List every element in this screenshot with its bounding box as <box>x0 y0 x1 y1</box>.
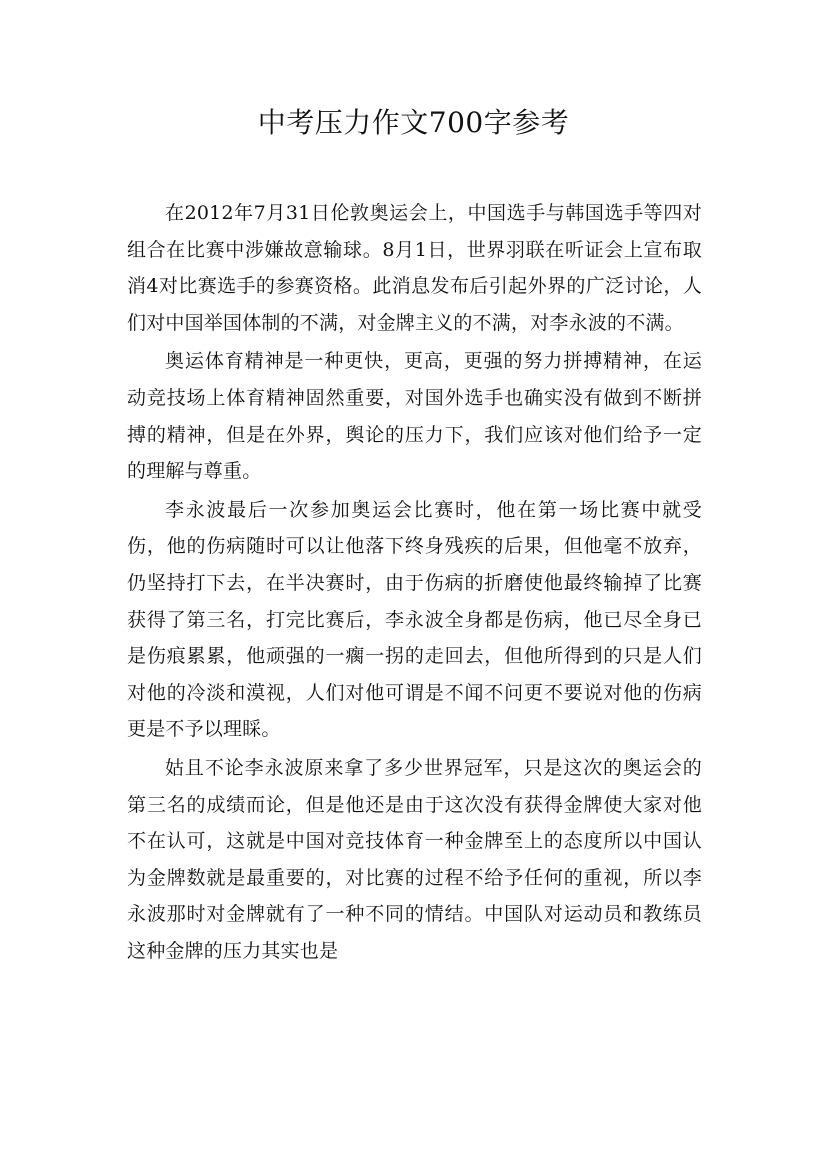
document-title: 中考压力作文700字参考 <box>257 106 570 139</box>
paragraph-1: 在2012年7月31日伦敦奥运会上，中国选手与韩国选手等四对组合在比赛中涉嫌故意输球。8月1日，世界羽联在听证会上宣布取消4对比赛选手的参赛资格。此消息发布后引起外界的广泛讨论，人们对中国举国体制的不满，对金牌主义的不满，对李永波的不满。 <box>127 202 702 334</box>
paragraph-4: 姑且不论李永波原来拿了多少世界冠军，只是这次的奥运会的第三名的成绩而论，但是他还是由于这次没有获得金牌使大家对他不在认可，这就是中国对竞技体育一种金牌至上的态度所以中国认为金牌数就是最重要的，对比赛的过程不给予任何的重视，所以李永波那时对金牌就有了一种不同的情结。中国队对运动员和教练员这种金牌的压力其实也是 <box>127 756 702 962</box>
paragraph-2: 奥运体育精神是一种更快，更高，更强的努力拼搏精神，在运动竞技场上体育精神固然重要，对国外选手也确实没有做到不断拼搏的精神，但是在外界，舆论的压力下，我们应该对他们给予一定的理解与尊重。 <box>127 350 702 483</box>
document-body <box>127 195 702 971</box>
paragraph-3: 李永波最后一次参加奥运会比赛时，他在第一场比赛中就受伤，他的伤病随时可以让他落下终身残疾的后果，但他毫不放弃，仍坚持打下去，在半决赛时，由于伤病的折磨使他最终输掉了比赛获得了第三名，打完比赛后，李永波全身都是伤病，他已尽全身已是伤痕累累，他顽强的一瘸一拐的走回去，但他所得到的只是人们对他的冷淡和漠视，人们对他可谓是不闻不问更不要说对他的伤病更是不予以理睬。 <box>127 498 702 741</box>
